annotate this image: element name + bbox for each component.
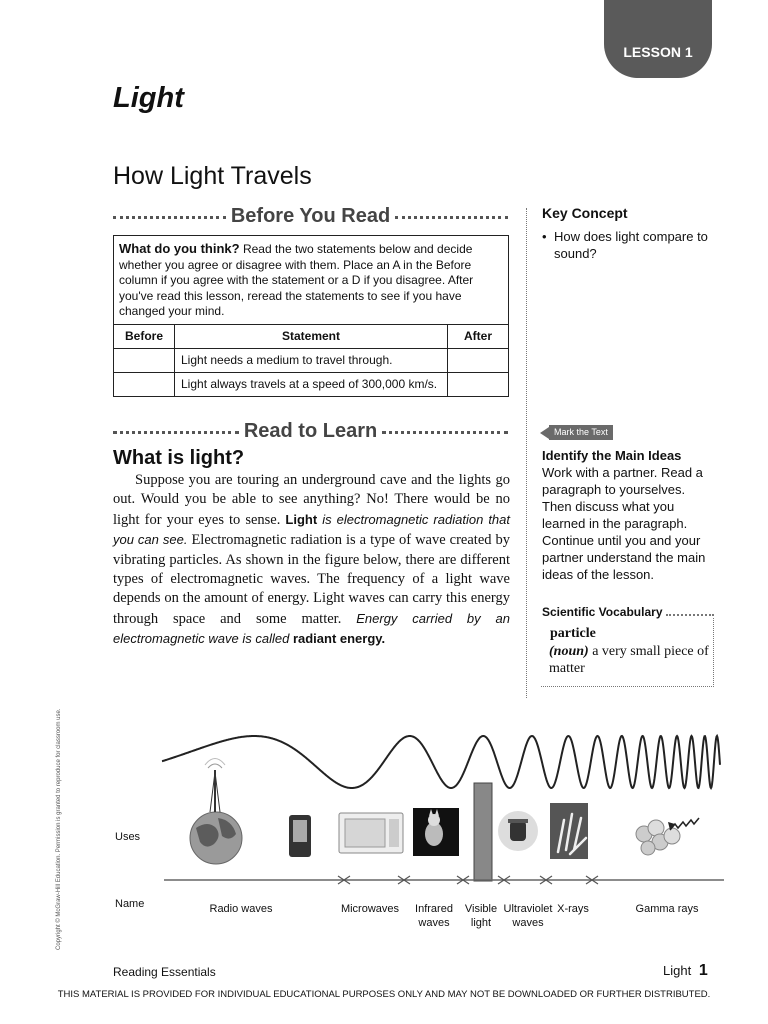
column-divider — [526, 208, 527, 698]
vocab-word: particle — [550, 626, 596, 641]
banner-dots-right — [382, 431, 508, 434]
infrared-line-1: Infrared — [415, 903, 453, 915]
ultraviolet-label — [501, 902, 555, 930]
vocab-definition-text: a very small piece of matter — [549, 644, 709, 676]
visible-light-bar — [474, 783, 492, 881]
name-label: Name — [115, 898, 145, 910]
microwave-oven-icon — [339, 813, 403, 853]
main-idea-note — [542, 447, 714, 583]
key-concept-text: How does light compare to sound? — [554, 229, 708, 261]
infrared-cat-icon — [413, 808, 459, 856]
vocab-heading-row — [542, 605, 714, 619]
definition-light: is electromagnetic radiation that you can see. — [113, 511, 511, 548]
read-to-learn-label: Read to Learn — [243, 419, 378, 442]
distribution-notice: THIS MATERIAL IS PROVIDED FOR INDIVIDUAL EDUCATIONAL PURPOSES ONLY AND MAY NOT BE DOWNLOADED OR FURTHER DISTRIBUTED. — [57, 989, 711, 1000]
visible-line-1: Visible — [464, 903, 498, 915]
body-paragraph — [113, 471, 510, 650]
definition-radiant-energy: Energy carried by an electromagnetic wave is called — [113, 610, 511, 647]
statement-table — [114, 324, 508, 396]
ultraviolet-line-1: Ultraviolet — [503, 903, 553, 915]
lesson-tab-label: LESSON 1 — [623, 44, 693, 60]
prompt-heading: What do you think? — [119, 241, 240, 256]
footer-lesson — [663, 962, 708, 980]
page-number: 1 — [698, 962, 708, 979]
cell-phone-icon — [289, 815, 311, 857]
main-idea-heading: Identify the Main Ideas — [542, 448, 682, 463]
vocab-part-of-speech: (noun) — [549, 644, 589, 659]
mark-the-text-tag — [540, 425, 613, 440]
table-row — [114, 348, 508, 372]
footer-lesson-title: Light — [663, 963, 692, 978]
header-after: After — [448, 324, 509, 348]
pointer-icon — [540, 427, 549, 439]
key-concept-heading: Key Concept — [542, 205, 628, 221]
xrays-label: X-rays — [557, 903, 589, 915]
before-cell[interactable] — [114, 372, 175, 396]
infrared-label — [410, 902, 458, 930]
mark-the-text-label: Mark the Text — [549, 425, 613, 440]
read-to-learn-banner — [113, 420, 508, 442]
uses-label: Uses — [115, 831, 141, 843]
term-radiant-energy: radiant energy. — [292, 631, 386, 647]
after-cell[interactable] — [448, 348, 509, 372]
lesson-tab — [604, 0, 712, 78]
gamma-rays-label: Gamma rays — [635, 903, 699, 915]
ultraviolet-line-2: waves — [512, 917, 544, 929]
lesson-subtitle: How Light Travels — [113, 162, 312, 190]
banner-dots-right — [395, 216, 508, 219]
gamma-cells-icon — [636, 818, 699, 855]
before-you-read-label: Before You Read — [230, 204, 391, 227]
before-cell[interactable] — [114, 348, 175, 372]
section-heading: What is light? — [113, 447, 245, 469]
anticipation-prompt — [114, 236, 508, 324]
prompt-text: Read the two statements below and decide whether you agree or disagree with them. Place an A in the Before column if you agree with the statement or a D if you disagree. After you've read this lesson, reread the statements to see if you have changed your mind. — [119, 242, 474, 318]
bullet: • — [542, 229, 547, 244]
radio-waves-label: Radio waves — [209, 903, 273, 915]
statement-cell: Light always travels at a speed of 300,000 km/s. — [175, 372, 448, 396]
term-light: Light — [285, 511, 318, 527]
main-idea-text: Work with a partner. Read a paragraph to yourselves. Then discuss what you learned in the paragraph. Continue until you and your partner understand the main ideas of the lesson. — [542, 465, 706, 582]
p2: Electromagnetic radiation is a type of wave created by vibrating particles. As shown in the figure below, there are different types of electromagnetic waves. The frequency of a light wave depends on the amount of energy. Light waves can carry this energy through space and some matter. — [113, 532, 511, 627]
visible-line-2: light — [470, 917, 492, 929]
header-statement: Statement — [175, 324, 448, 348]
visible-light-label — [459, 902, 503, 930]
banner-dots-left — [113, 216, 226, 219]
page-title: Light — [113, 82, 184, 114]
ultraviolet-lamp-icon — [498, 811, 538, 851]
infrared-line-2: waves — [418, 917, 450, 929]
p1: Suppose you are touring an underground cave and the lights go out. Would you be able to see anything? No! There would be no light for your eyes to sense. — [113, 472, 510, 528]
vocab-heading: Scientific Vocabulary — [542, 605, 663, 619]
after-cell[interactable] — [448, 372, 509, 396]
table-row — [114, 372, 508, 396]
radio-tower-globe-icon — [190, 759, 242, 865]
xray-hand-icon — [550, 803, 588, 859]
banner-dots-left — [113, 431, 239, 434]
microwaves-label: Microwaves — [340, 903, 400, 915]
footer-book-title: Reading Essentials — [113, 965, 216, 979]
copyright-notice: Copyright © McGraw-Hill Education. Permission is granted to reproduce for classroom use. — [56, 708, 62, 950]
anticipation-guide — [113, 235, 509, 397]
wave-icon — [162, 736, 720, 788]
vocab-definition — [549, 643, 709, 677]
table-header-row — [114, 324, 508, 348]
statement-cell: Light needs a medium to travel through. — [175, 348, 448, 372]
before-you-read-banner — [113, 205, 508, 227]
key-concept-item — [542, 228, 722, 262]
vocab-dots — [666, 614, 715, 616]
header-before: Before — [114, 324, 175, 348]
